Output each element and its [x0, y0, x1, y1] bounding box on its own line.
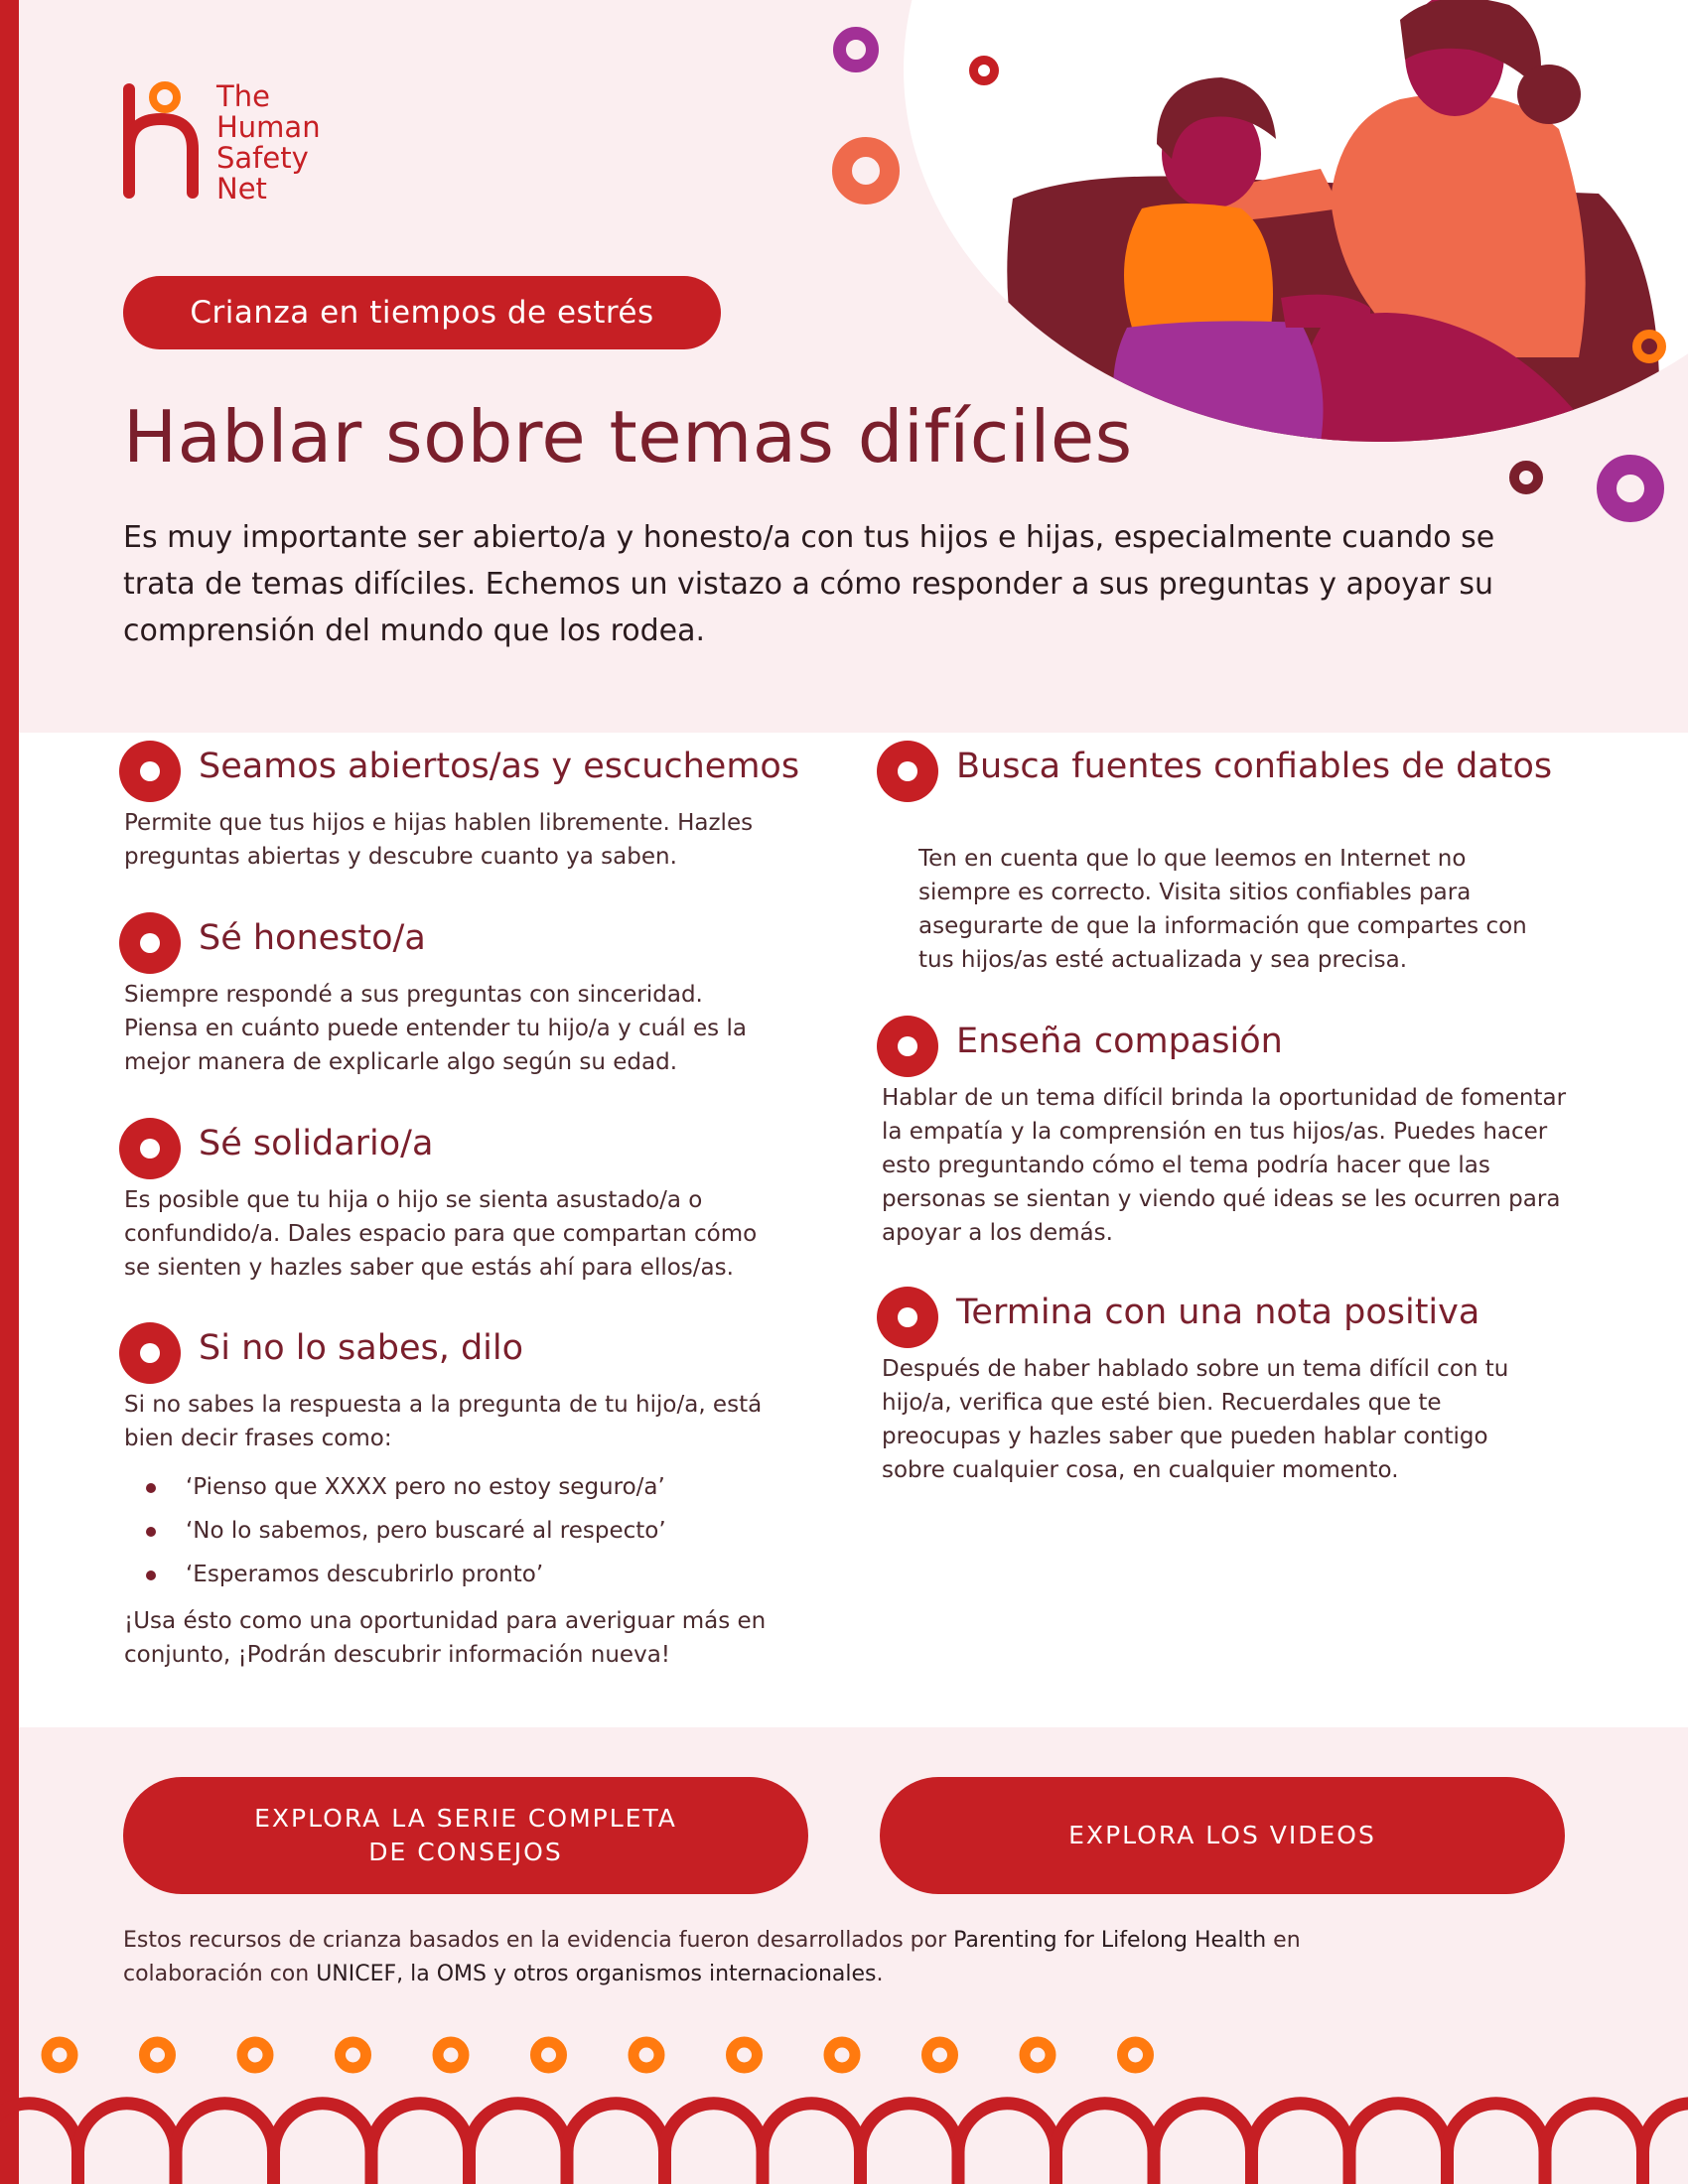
decor-dot: [438, 2042, 464, 2068]
decor-arch: [1056, 2104, 1155, 2184]
left-accent-bar: [0, 0, 19, 2184]
logo-line-3: Safety: [216, 141, 309, 175]
section-text: Permite que tus hijos e hijas hablen libremente. Hazles preguntas abiertas y descubre cuanto ya saben.: [124, 810, 754, 870]
section-body: [124, 978, 779, 1079]
intro-paragraph: Es muy importante ser abierto/a y honesto/a con tus hijos e hijas, especialmente cuando se trata de temas difíciles. Echemos un vistazo a cómo responder a sus preguntas y apoyar su comprensión del mundo que los rodea.: [123, 520, 1495, 648]
list-item: ‘Esperamos descubrirlo pronto’: [124, 1553, 779, 1596]
credits-text-3: .: [876, 1962, 884, 1986]
section-bullet-icon: [877, 1287, 938, 1348]
section-body: [882, 1352, 1557, 1487]
decor-dot: [1123, 2042, 1149, 2068]
section-bullet-icon: [119, 1118, 181, 1179]
decor-arch: [958, 2104, 1056, 2184]
series-pill: Crianza en tiempos de estrés: [123, 276, 721, 349]
section-bullet-icon: [877, 741, 938, 802]
logo-wordmark: [216, 81, 321, 205]
decor-dot: [145, 2042, 171, 2068]
section-title: Seamos abiertos/as y escuchemos: [199, 747, 800, 786]
section-title: Busca fuentes confiables de datos: [956, 747, 1553, 786]
decor-arch: [861, 2104, 959, 2184]
decor-dot: [47, 2042, 72, 2068]
list-item: ‘Pienso que XXXX pero no estoy seguro/a’: [124, 1465, 779, 1509]
section-title: Sé honesto/a: [199, 918, 426, 958]
explore-tips-series-button[interactable]: EXPLORA LA SERIE COMPLETA DE CONSEJOS: [123, 1777, 808, 1894]
decor-dot: [341, 2042, 366, 2068]
section-text: Ten en cuenta que lo que leemos en Internet no siempre es correcto. Visita sitios confiables para asegurarte de que la información que compartes con tus hijos/as esté actualizada y sea precisa.: [918, 846, 1527, 973]
section-body: [124, 1183, 779, 1285]
decor-arch: [0, 2104, 78, 2184]
decor-dot: [536, 2042, 562, 2068]
section-bullet-icon: [119, 741, 181, 802]
decor-arch: [176, 2104, 274, 2184]
list-item: ‘No lo sabemos, pero buscaré al respecto’: [124, 1509, 779, 1553]
section-text: Es posible que tu hija o hijo se sienta asustado/a o confundido/a. Dales espacio para que compartan cómo se sienten y hazles saber que estás ahí para ellos/as.: [124, 1187, 758, 1281]
explore-videos-button[interactable]: EXPLORA LOS VIDEOS: [880, 1777, 1565, 1894]
credits-partner: Parenting for Lifelong Health: [953, 1928, 1267, 1953]
decor-arch: [567, 2104, 665, 2184]
decor-ring-orange: [1632, 330, 1666, 363]
decor-dot: [732, 2042, 758, 2068]
section-text: Hablar de un tema difícil brinda la oportunidad de fomentar la empatía y la comprensión en tus hijos/as. Puedes hacer esto preguntando cómo el tema podría hacer que las personas se sientan y viendo qué ideas se les ocurren para apoyar a los demás.: [882, 1085, 1567, 1246]
decorative-arch-pattern: [0, 2025, 1688, 2184]
decor-arch: [1252, 2104, 1350, 2184]
decor-ring-purple: [833, 27, 879, 72]
decor-arch: [470, 2104, 568, 2184]
logo-line-4: Net: [216, 172, 267, 205]
decor-arch: [1545, 2104, 1643, 2184]
credits-organizations: UNICEF, la OMS y otros organismos internacionales: [316, 1962, 877, 1986]
section-title: Sé solidario/a: [199, 1124, 434, 1163]
section-closing-text: ¡Usa ésto como una oportunidad para averiguar más en conjunto, ¡Podrán descubrir información nueva!: [124, 1608, 767, 1668]
decor-arch: [274, 2104, 372, 2184]
decor-arch: [763, 2104, 861, 2184]
phrase-list: [124, 1465, 779, 1596]
decor-arch: [371, 2104, 470, 2184]
section-body: [918, 842, 1554, 977]
section-bullet-icon: [119, 912, 181, 974]
decor-dot: [242, 2042, 268, 2068]
section-body: [124, 1388, 779, 1672]
section-body: [882, 1081, 1577, 1250]
decor-arch: [1349, 2104, 1448, 2184]
human-safety-net-logo: [119, 77, 209, 203]
decor-arch: [1154, 2104, 1252, 2184]
decor-ring-red: [969, 56, 999, 85]
logo-line-2: Human: [216, 110, 321, 144]
decor-arch: [665, 2104, 764, 2184]
decor-ring-coral: [832, 137, 900, 205]
section-title: Termina con una nota positiva: [956, 1293, 1480, 1332]
decor-ring-maroon: [1509, 461, 1543, 494]
credits-text-1: Estos recursos de crianza basados en la evidencia fueron desarrollados por: [123, 1928, 954, 1953]
decor-arch: [1643, 2104, 1688, 2184]
section-text: Siempre respondé a sus preguntas con sinceridad. Piensa en cuánto puede entender tu hijo/a y cuál es la mejor manera de explicarle algo según su edad.: [124, 982, 747, 1075]
decor-dot: [633, 2042, 659, 2068]
decor-dot: [927, 2042, 953, 2068]
logo-line-1: The: [216, 79, 270, 113]
decor-ring-purple-2: [1597, 455, 1664, 522]
decor-arch: [78, 2104, 177, 2184]
decor-dot: [1025, 2042, 1051, 2068]
credits-text: [123, 1924, 1315, 1991]
credits-text-2: en colaboración con: [123, 1928, 1301, 1986]
parent-child-illustration: [904, 0, 1688, 442]
section-text: Si no sabes la respuesta a la pregunta de tu hijo/a, está bien decir frases como:: [124, 1392, 763, 1451]
section-body: [124, 806, 779, 874]
decor-dot: [829, 2042, 855, 2068]
section-title: Si no lo sabes, dilo: [199, 1328, 524, 1368]
page-title: Hablar sobre temas difíciles: [123, 395, 1133, 478]
section-text: Después de haber hablado sobre un tema difícil con tu hijo/a, verifica que esté bien. Recuerdales que te preocupas y hazles saber que pueden hablar contigo sobre cualquier cosa, en cualquier momento.: [882, 1356, 1509, 1483]
decor-arch: [1448, 2104, 1546, 2184]
section-title: Enseña compasión: [956, 1022, 1283, 1061]
section-bullet-icon: [877, 1016, 938, 1077]
section-bullet-icon: [119, 1322, 181, 1384]
